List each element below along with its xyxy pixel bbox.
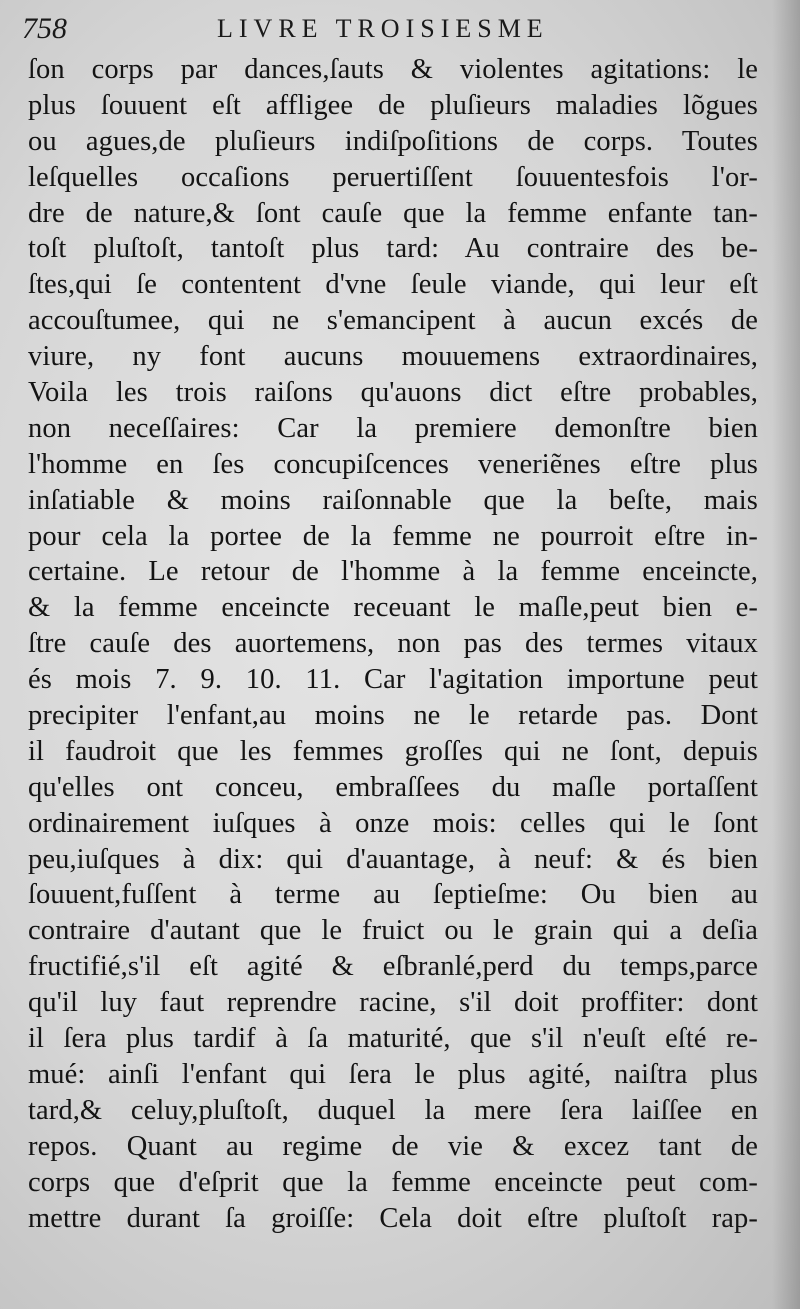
- text-line: ſtre cauſe des auortemens, non pas des termes vitaux: [28, 628, 758, 660]
- text-line: ordinairement iuſques à onze mois: celles qui le ſont: [28, 807, 758, 839]
- text-line: dre de nature,& ſont cauſe que la femme enfante tan-: [28, 197, 758, 229]
- text-line: ſouuent,fuſſent à terme au ſeptieſme: Ou bien au: [28, 879, 758, 911]
- text-line: tard,& celuy,pluſtoſt, duquel la mere ſera laiſſee en: [28, 1094, 758, 1126]
- text-line: peu,iuſques à dix: qui d'auantage, à neuf: & és bien: [28, 843, 758, 875]
- text-line: contraire d'autant que le fruict ou le grain qui a deſia: [28, 915, 758, 947]
- text-line: ſon corps par dances,ſauts & violentes agitations: le: [28, 54, 758, 85]
- text-line: ſtes,qui ſe contentent d'vne ſeule viande, qui leur eſt: [28, 269, 758, 301]
- text-line: toſt pluſtoſt, tantoſt plus tard: Au contraire des be-: [28, 233, 758, 265]
- text-line: plus ſouuent eſt affligee de pluſieurs maladies lõgues: [28, 89, 758, 121]
- text-line: & la femme enceincte receuant le maſle,peut bien e-: [28, 592, 758, 624]
- text-line: qu'elles ont conceu, embraſſees du maſle portaſſent: [28, 771, 758, 803]
- text-line: precipiter l'enfant,au moins ne le retarde pas. Dont: [28, 700, 758, 732]
- text-line: mettre durant ſa groiſſe: Cela doit eſtre pluſtoſt rap-: [28, 1202, 758, 1234]
- text-line: inſatiable & moins raiſonnable que la beſte, mais: [28, 484, 758, 516]
- text-line: il faudroit que les femmes groſſes qui ne ſont, depuis: [28, 735, 758, 767]
- text-line: accouſtumee, qui ne s'emancipent à aucun excés de: [28, 305, 758, 337]
- text-line: mué: ainſi l'enfant qui ſera le plus agité, naiſtra plus: [28, 1058, 758, 1090]
- text-line: és mois 7. 9. 10. 11. Car l'agitation importune peut: [28, 664, 758, 696]
- text-line: corps que d'eſprit que la femme enceincte peut com-: [28, 1166, 758, 1198]
- text-line: pour cela la portee de la femme ne pourroit eſtre in-: [28, 520, 758, 552]
- text-line: certaine. Le retour de l'homme à la femme enceincte,: [28, 556, 758, 588]
- text-line: l'homme en ſes concupiſcences veneriẽnes eſtre plus: [28, 448, 758, 480]
- text-line: fructifié,s'il eſt agité & eſbranlé,perd du temps,parce: [28, 951, 758, 983]
- text-line: il ſera plus tardif à ſa maturité, que s'il n'euſt eſté re-: [28, 1023, 758, 1055]
- text-body: [28, 52, 758, 1236]
- text-line: non neceſſaires: Car la premiere demonſtre bien: [28, 412, 758, 444]
- text-line: repos. Quant au regime de vie & excez tant de: [28, 1130, 758, 1162]
- text-line: leſquelles occaſions peruertiſſent ſouuentesfois l'or-: [28, 161, 758, 193]
- page-edge-shadow: [772, 0, 800, 1309]
- running-head: LIVRE TROISIESME: [217, 14, 549, 43]
- page-header: [22, 10, 762, 50]
- text-line: Voila les trois raiſons qu'auons dict eſtre probables,: [28, 377, 758, 409]
- text-line: ou agues,de pluſieurs indiſpoſitions de corps. Toutes: [28, 125, 758, 157]
- text-line: qu'il luy faut reprendre racine, s'il doit proffiter: dont: [28, 987, 758, 1019]
- text-line: viure, ny font aucuns mouuemens extraordinaires,: [28, 341, 758, 373]
- page-number: 758: [22, 12, 67, 45]
